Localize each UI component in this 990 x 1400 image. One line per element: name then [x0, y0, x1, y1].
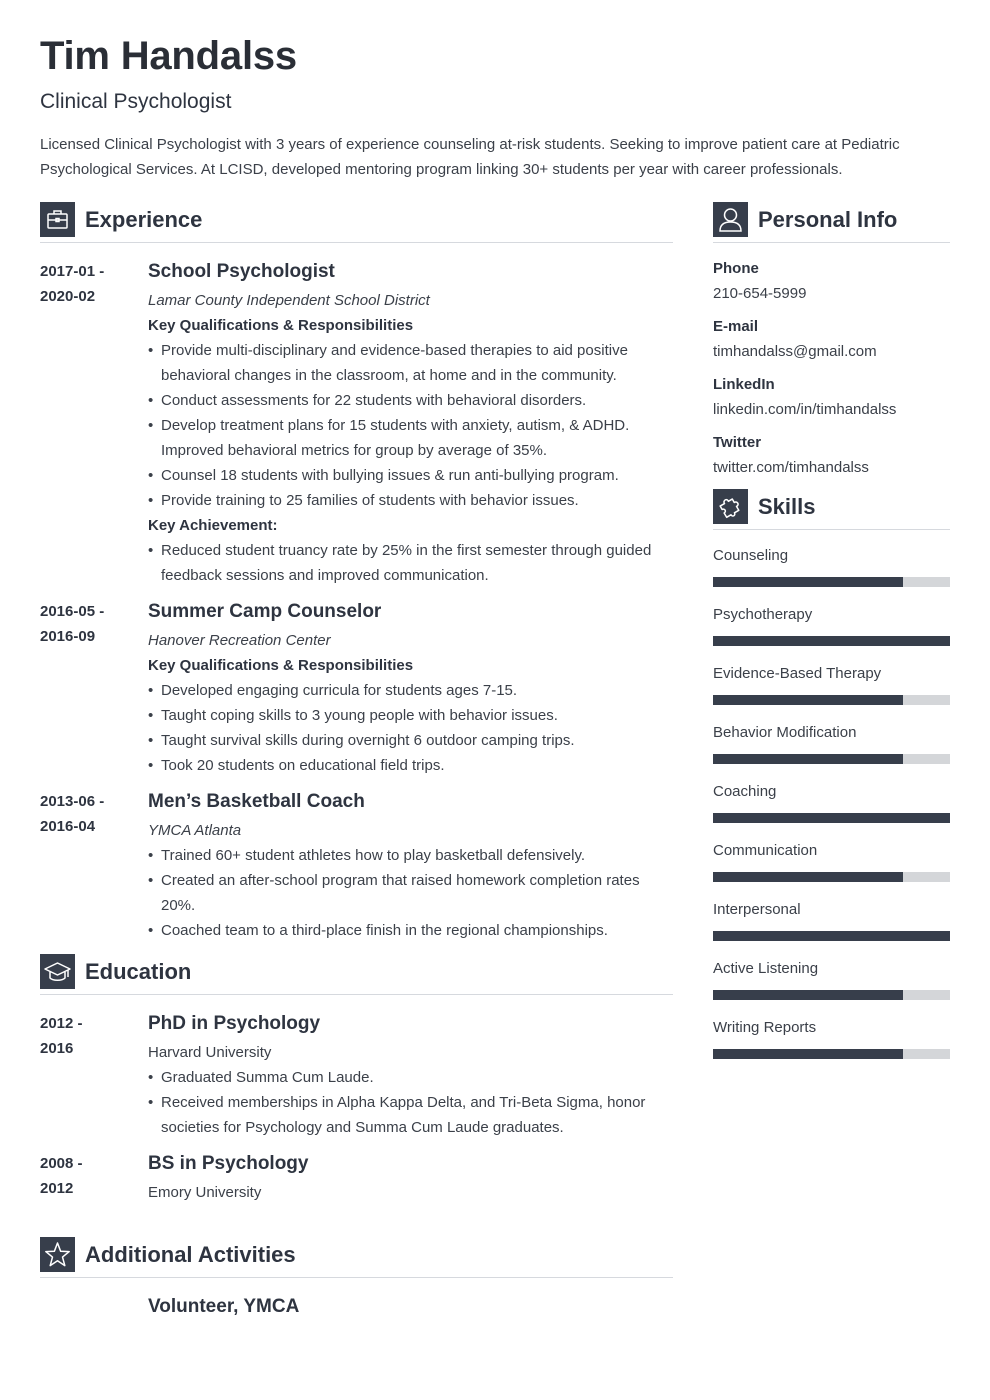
skill-name: Communication	[713, 842, 818, 859]
job-entry	[40, 259, 673, 588]
date-end: 2016-04	[40, 818, 96, 835]
bullet-item: • Provide multi-disciplinary and evidence-based therapies to aid positive behavioral changes in the classroom, at home and in the community.	[148, 338, 673, 388]
education-details	[148, 1065, 673, 1140]
skills-list	[713, 546, 950, 1077]
job-dates	[40, 599, 140, 649]
skill-item	[713, 723, 950, 782]
bullet-item: • Provide training to 25 families of students with behavior issues.	[148, 488, 673, 513]
skill-level-bar	[713, 1049, 950, 1059]
bullet-item: • Trained 60+ student athletes how to play basketball defensively.	[148, 843, 673, 868]
candidate-name: Tim Handalss	[40, 34, 297, 78]
bullet-item: • Developed engaging curricula for students ages 7-15.	[148, 678, 673, 703]
activity-title: Volunteer, YMCA	[148, 1296, 300, 1317]
person-icon	[713, 202, 748, 237]
job-organization: Lamar County Independent School District	[148, 292, 430, 309]
profile-summary: Licensed Clinical Psychologist with 3 years of experience counseling at-risk students. Seeking to improve patient care at Pediatric Psychological Services. At LCISD, developed mentoring program linking 30+ students per year with career professionals.	[40, 136, 900, 178]
skill-level-bar	[713, 577, 950, 587]
date-end: 2020-02	[40, 288, 96, 305]
skill-name: Behavior Modification	[713, 724, 857, 741]
job-role: Summer Camp Counselor	[148, 601, 382, 622]
skill-item	[713, 664, 950, 723]
skill-name: Psychotherapy	[713, 606, 813, 623]
skill-level-bar	[713, 990, 950, 1000]
briefcase-icon	[40, 202, 75, 237]
date-start: 2013-06 -	[40, 793, 105, 810]
skill-item	[713, 959, 950, 1018]
bullet-item: • Graduated Summa Cum Laude.	[148, 1065, 673, 1090]
activity-entry	[40, 1294, 673, 1319]
date-end: 2012	[40, 1180, 74, 1197]
job-organization: Hanover Recreation Center	[148, 632, 331, 649]
sidebar-column	[713, 202, 950, 1077]
bullet-item: • Received memberships in Alpha Kappa Delta, and Tri-Beta Sigma, honor societies for Psychology and Summa Cum Laude graduates.	[148, 1090, 673, 1140]
skill-level-fill	[713, 577, 903, 587]
candidate-title: Clinical Psychologist	[40, 90, 232, 113]
qualifications-heading: Key Qualifications & Responsibilities	[148, 657, 414, 674]
job-entry	[40, 599, 673, 778]
skill-name: Writing Reports	[713, 1019, 817, 1036]
bullet-item: • Created an after-school program that raised homework completion rates 20%.	[148, 868, 673, 918]
school-name: Emory University	[148, 1184, 262, 1201]
date-end: 2016	[40, 1040, 74, 1057]
info-linkedin	[713, 375, 950, 420]
education-dates	[40, 1151, 140, 1201]
activities-heading: Additional Activities	[85, 1242, 296, 1267]
info-email	[713, 317, 950, 362]
skills-section	[713, 489, 950, 1077]
date-start: 2012 -	[40, 1015, 83, 1032]
skill-name: Active Listening	[713, 960, 819, 977]
job-dates	[40, 259, 140, 309]
skill-item	[713, 900, 950, 959]
experience-header	[40, 202, 673, 243]
responsibility-list	[148, 843, 673, 943]
education-heading: Education	[85, 959, 192, 984]
skill-level-bar	[713, 931, 950, 941]
twitter-value: twitter.com/timhandalss	[713, 459, 869, 476]
info-label: Phone	[713, 260, 759, 277]
degree-title: PhD in Psychology	[148, 1013, 321, 1034]
date-start: 2016-05 -	[40, 603, 105, 620]
skill-level-bar	[713, 695, 950, 705]
skill-name: Counseling	[713, 547, 789, 564]
info-label: Twitter	[713, 434, 762, 451]
personal-info-header	[713, 202, 950, 243]
job-role: Men’s Basketball Coach	[148, 791, 365, 812]
skill-item	[713, 841, 950, 900]
experience-section	[40, 202, 673, 943]
skills-header	[713, 489, 950, 530]
skill-name: Evidence-Based Therapy	[713, 665, 882, 682]
skill-level-fill	[713, 636, 950, 646]
skill-level-fill	[713, 990, 903, 1000]
job-dates	[40, 789, 140, 839]
linkedin-value: linkedin.com/in/timhandalss	[713, 401, 897, 418]
responsibility-list	[148, 338, 673, 513]
achievement-heading: Key Achievement:	[148, 517, 278, 534]
skill-level-bar	[713, 636, 950, 646]
skill-level-bar	[713, 813, 950, 823]
skill-item	[713, 1018, 950, 1077]
job-organization: YMCA Atlanta	[148, 822, 242, 839]
bullet-item: • Develop treatment plans for 15 students with anxiety, autism, & ADHD. Improved behavioral metrics for group by average of 35%.	[148, 413, 673, 463]
phone-value: 210-654-5999	[713, 285, 807, 302]
education-dates	[40, 1011, 140, 1061]
graduation-cap-icon	[40, 954, 75, 989]
skill-name: Coaching	[713, 783, 777, 800]
skill-level-fill	[713, 931, 950, 941]
education-entry	[40, 1011, 673, 1140]
info-phone	[713, 259, 950, 304]
skill-level-bar	[713, 754, 950, 764]
info-label: LinkedIn	[713, 376, 775, 393]
bullet-item: • Taught coping skills to 3 young people with behavior issues.	[148, 703, 673, 728]
job-role: School Psychologist	[148, 261, 335, 282]
bullet-item: • Coached team to a third-place finish in the regional championships.	[148, 918, 673, 943]
skill-item	[713, 605, 950, 664]
activities-header	[40, 1237, 673, 1278]
info-twitter	[713, 433, 950, 478]
job-entry	[40, 789, 673, 943]
bullet-item: • Took 20 students on educational field trips.	[148, 753, 673, 778]
email-value: timhandalss@gmail.com	[713, 343, 877, 360]
info-label: E-mail	[713, 318, 759, 335]
education-entry	[40, 1151, 673, 1205]
education-section	[40, 954, 673, 1205]
date-start: 2017-01 -	[40, 263, 105, 280]
date-end: 2016-09	[40, 628, 96, 645]
star-icon	[40, 1237, 75, 1272]
bullet-item: • Conduct assessments for 22 students with behavioral disorders.	[148, 388, 673, 413]
degree-title: BS in Psychology	[148, 1153, 309, 1174]
responsibility-list	[148, 678, 673, 778]
education-header	[40, 954, 673, 995]
qualifications-heading: Key Qualifications & Responsibilities	[148, 317, 414, 334]
experience-heading: Experience	[85, 207, 203, 232]
skill-level-fill	[713, 1049, 903, 1059]
achievement-list	[148, 538, 673, 588]
bullet-item: • Reduced student truancy rate by 25% in the first semester through guided feedback sessions and improved communication.	[148, 538, 673, 588]
skill-item	[713, 782, 950, 841]
bullet-item: • Counsel 18 students with bullying issues & run anti-bullying program.	[148, 463, 673, 488]
personal-info-heading: Personal Info	[758, 207, 898, 232]
skill-name: Interpersonal	[713, 901, 801, 918]
personal-info-section	[713, 202, 950, 478]
skill-item	[713, 546, 950, 605]
bullet-item: • Taught survival skills during overnight 6 outdoor camping trips.	[148, 728, 673, 753]
skill-level-fill	[713, 872, 903, 882]
main-column	[40, 202, 673, 1330]
skill-level-fill	[713, 754, 903, 764]
skill-level-fill	[713, 695, 903, 705]
puzzle-icon	[713, 489, 748, 524]
school-name: Harvard University	[148, 1044, 272, 1061]
date-start: 2008 -	[40, 1155, 83, 1172]
skill-level-bar	[713, 872, 950, 882]
skills-heading: Skills	[758, 494, 816, 519]
skill-level-fill	[713, 813, 950, 823]
activities-section	[40, 1237, 673, 1319]
